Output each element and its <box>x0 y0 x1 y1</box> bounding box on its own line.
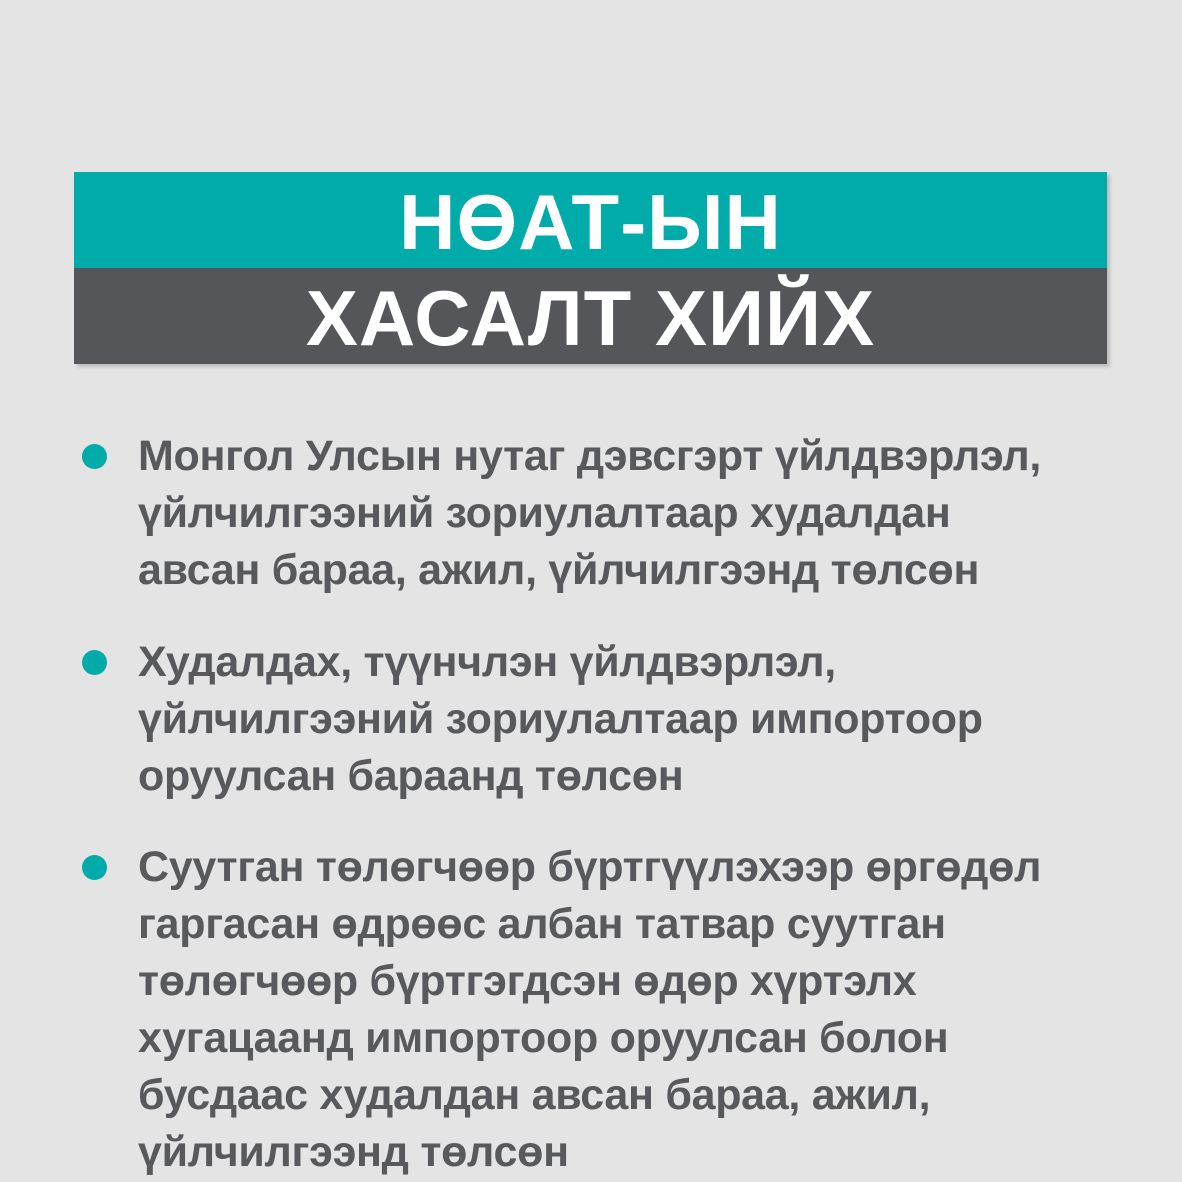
bullet-1-line-3: авсан бараа, ажил, үйлчилгээнд төлсөн <box>138 546 980 594</box>
bullet-3-line-2: гаргасан өдрөөс албан татвар суутган <box>138 900 946 948</box>
bullet-text-2 <box>138 634 983 805</box>
bullet-1-line-1: Монгол Улсын нутаг дэвсгэрт үйлдвэрлэл, <box>138 432 1042 480</box>
bullet-item-1 <box>82 428 1122 599</box>
bullet-dot-icon <box>82 444 107 469</box>
bullet-item-3 <box>82 839 1122 1181</box>
title-primary-text: НӨАТ-ЫН <box>399 178 782 266</box>
title-bar-secondary <box>74 268 1107 364</box>
bullet-2-line-3: оруулсан бараанд төлсөн <box>138 752 684 800</box>
bullet-3-line-4: хугацаанд импортоор оруулсан болон <box>138 1014 949 1062</box>
title-bar-primary <box>74 172 1107 268</box>
bullet-text-3 <box>138 839 1041 1181</box>
bullet-2-line-1: Худалдах, түүнчлэн үйлдвэрлэл, <box>138 638 836 686</box>
bullet-dot-icon <box>82 855 107 880</box>
title-secondary-text: ХАСАЛТ ХИЙХ <box>305 274 876 362</box>
title-block <box>74 172 1107 364</box>
bullet-text-1 <box>138 428 1041 599</box>
bullet-3-line-1: Суутган төлөгчөөр бүртгүүлэхээр өргөдөл <box>138 843 1042 891</box>
bullet-3-line-3: төлөгчөөр бүртгэгдсэн өдөр хүртэлх <box>138 957 917 1005</box>
bullet-1-line-2: үйлчилгээний зориулалтаар худалдан <box>138 489 951 537</box>
bullet-item-2 <box>82 634 1122 805</box>
bullet-3-line-5: бусдаас худалдан авсан бараа, ажил, <box>138 1071 931 1119</box>
bullet-3-line-6: үйлчилгээнд төлсөн <box>138 1128 569 1176</box>
bullet-dot-icon <box>82 650 107 675</box>
bullet-2-line-2: үйлчилгээний зориулалтаар импортоор <box>138 695 983 743</box>
